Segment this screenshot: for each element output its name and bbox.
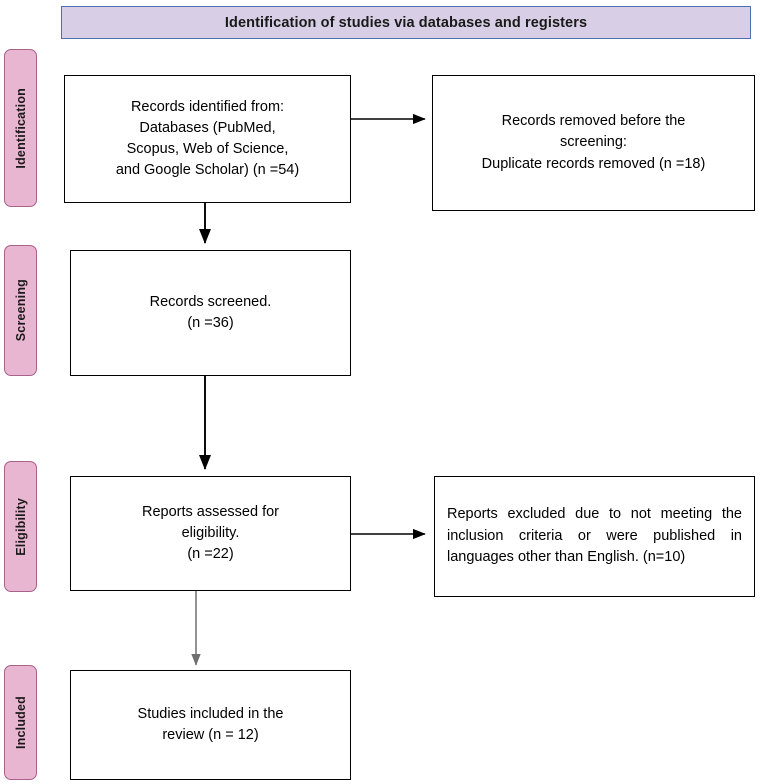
- box-reports-assessed-line-3: (n =22): [187, 546, 234, 562]
- box-records-removed-line-2: screening:: [560, 134, 627, 151]
- box-records-identified: [64, 75, 351, 203]
- box-records-removed-line-1: Records removed before the: [501, 113, 686, 130]
- diagram-title: Identification of studies via databases and registers: [224, 14, 588, 31]
- box-studies-included-line-2: review (n = 12): [162, 727, 259, 743]
- box-records-identified-line-4: and Google Scholar) (n =54): [115, 162, 300, 179]
- stage-label-included-text: Included: [13, 696, 28, 749]
- stage-label-screening: [4, 245, 37, 376]
- stage-label-identification-text: Identification: [13, 87, 28, 169]
- box-studies-included-line-1: Studies included in the: [137, 705, 284, 722]
- box-records-removed-line-3: Duplicate records removed (n =18): [481, 155, 706, 172]
- box-reports-assessed: [70, 476, 351, 591]
- box-reports-assessed-line-1: Reports assessed for: [141, 503, 279, 520]
- box-records-identified-line-2: Databases (PubMed,: [139, 119, 276, 136]
- box-studies-included: [70, 670, 351, 780]
- box-reports-assessed-line-2: eligibility.: [181, 524, 240, 541]
- stage-label-identification: [4, 49, 37, 207]
- stage-label-included: [4, 665, 37, 780]
- box-records-removed: [432, 75, 755, 211]
- box-records-identified-line-3: Scopus, Web of Science,: [126, 141, 289, 157]
- box-records-screened-line-2: (n =36): [187, 315, 234, 331]
- box-reports-excluded: [434, 476, 755, 597]
- stage-label-eligibility: [4, 461, 37, 592]
- stage-label-eligibility-text: Eligibility: [13, 497, 28, 556]
- stage-label-screening-text: Screening: [13, 279, 28, 342]
- box-records-screened: [70, 250, 351, 376]
- box-records-screened-line-1: Records screened.: [149, 293, 272, 310]
- box-reports-excluded-text: Reports excluded due to not meeting the inclusion criteria or were published in languages other than English. (n=10): [447, 505, 742, 566]
- box-records-identified-line-1: Records identified from:: [130, 98, 285, 115]
